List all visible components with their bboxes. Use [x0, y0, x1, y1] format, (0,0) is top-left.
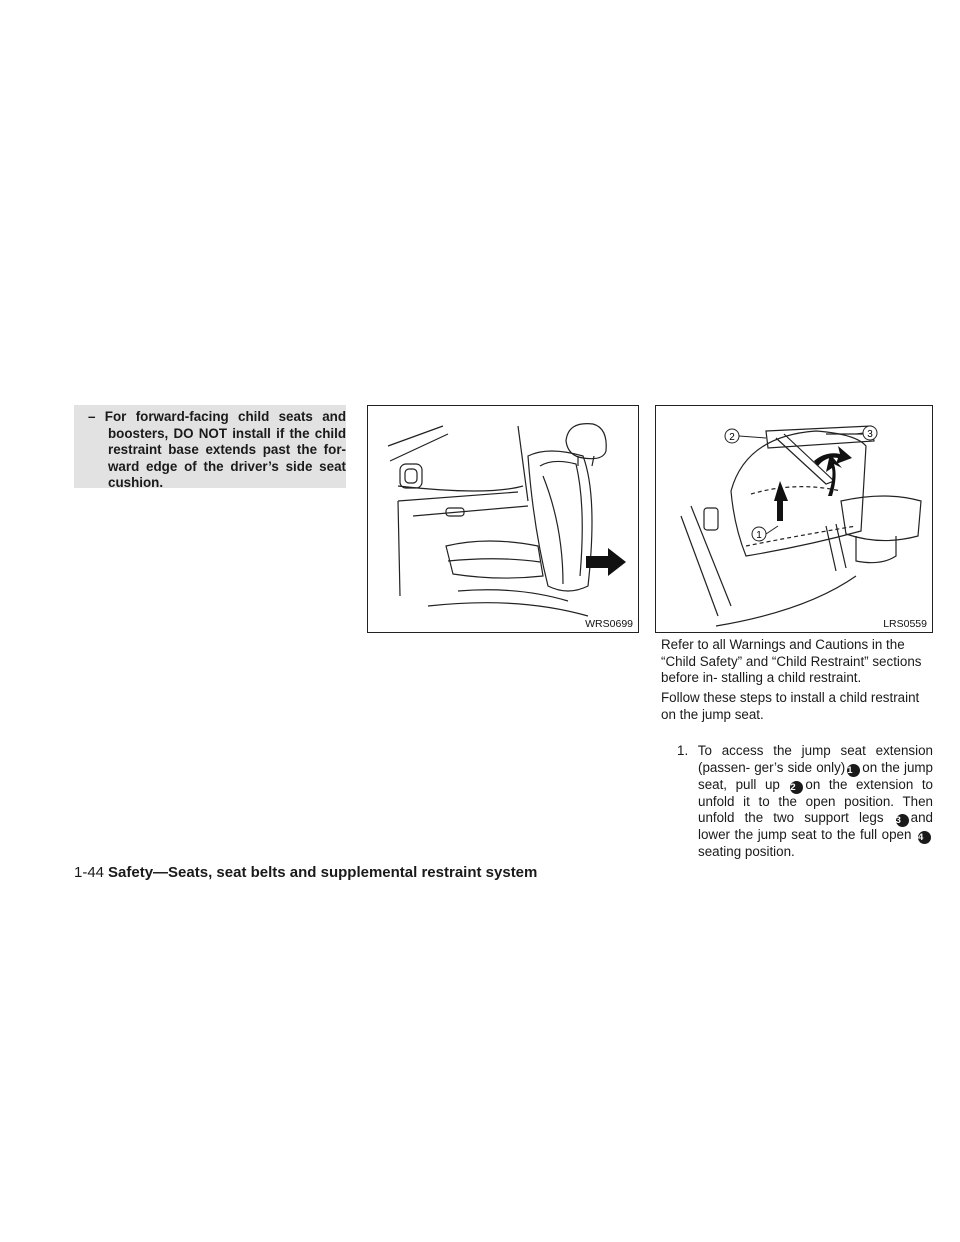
- step-1: [677, 743, 933, 861]
- step-number: 1.: [677, 743, 689, 758]
- step-text-4: and lower the jump seat to the full open: [698, 810, 933, 842]
- callout-badge-2: 2: [790, 781, 803, 794]
- callout-badge-1: 1: [847, 764, 860, 777]
- callout-badge-4: 4: [918, 831, 931, 844]
- step-text-1: To access the jump seat extension (passen- ger’s side only): [697, 743, 933, 775]
- figure-driver-seat: [367, 405, 639, 633]
- callout-1: 1: [756, 530, 762, 541]
- figure-code: LRS0559: [883, 618, 927, 630]
- callout-badge-3: 3: [896, 814, 909, 827]
- step-text-3: on the extension to unfold it to the open position. Then unfold the two support legs: [698, 776, 933, 825]
- page-footer: [74, 864, 537, 881]
- driver-seat-illustration: [368, 406, 637, 631]
- figure-code: WRS0699: [585, 618, 633, 630]
- paragraph-follow-steps: Follow these steps to install a child restraint on the jump seat.: [661, 690, 920, 722]
- jump-seat-illustration: [656, 406, 931, 631]
- step-text-5: seating position.: [698, 844, 795, 859]
- callout-2: 2: [729, 432, 735, 443]
- paragraph-refer-warnings: Refer to all Warnings and Cautions in the “Child Safety” and “Child Restraint” sections before in- stalling a child restraint.: [661, 637, 922, 685]
- warning-text: – For forward-facing child seats and boosters, DO NOT install if the child restraint base extends past the for- ward edge of the driver’s side seat cushion.: [88, 409, 346, 490]
- figure-jump-seat: [655, 405, 933, 633]
- callout-3: 3: [867, 429, 873, 440]
- page-number: 1-44: [74, 864, 105, 881]
- step-text-2: on the jump seat, pull up: [698, 759, 933, 792]
- chapter-title: Safety—Seats, seat belts and supplemental restraint system: [108, 864, 538, 881]
